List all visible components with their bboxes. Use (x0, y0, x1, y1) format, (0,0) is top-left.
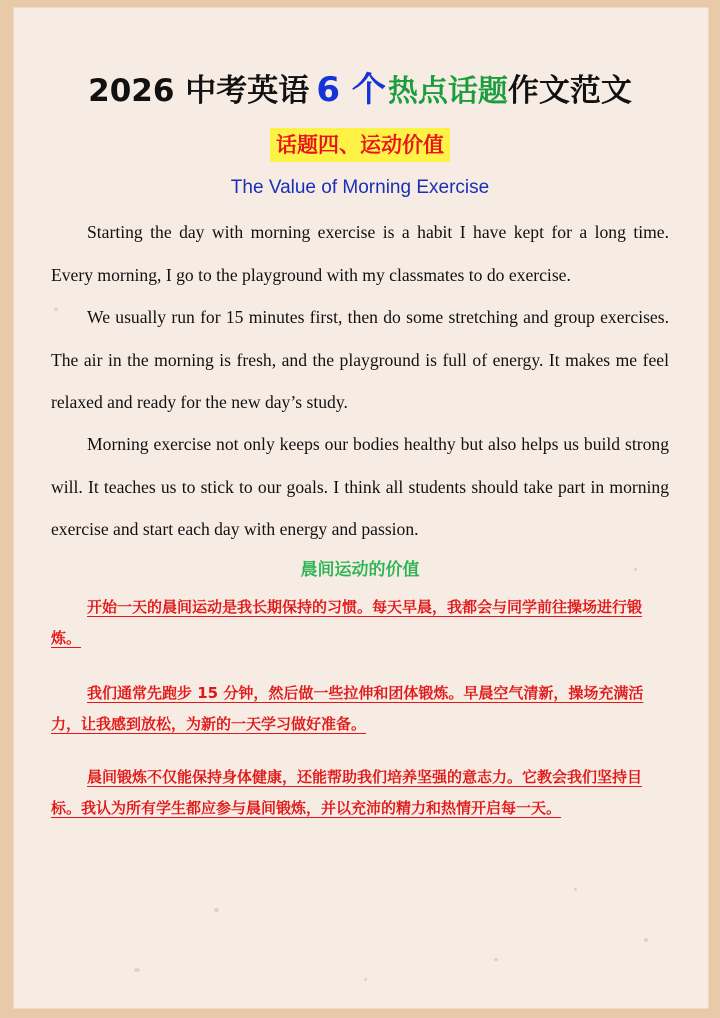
english-paragraph-3: Morning exercise not only keeps our bodies healthy but also helps us build strong will. It teaches us to stick to our goals. I think all students should take part in morning exercise and start each day with energy and passion. (51, 434, 669, 539)
english-paragraph-1: Starting the day with morning exercise is a habit I have kept for a long time. Every morning, I go to the playground with my classmates to do exercise. (51, 222, 669, 285)
paper-speck (364, 978, 367, 981)
title-sample-essays: 作文范文 (507, 73, 632, 109)
topic-heading (0, 128, 720, 162)
title-count: 6 个 (316, 70, 386, 110)
paper-speck (134, 968, 140, 972)
paper-speck (494, 958, 498, 961)
chinese-paragraph-3: 晨间锻炼不仅能保持身体健康，还能帮助我们培养坚强的意志力。它教会我们坚持目标。我认为所有学生都应参与晨间锻炼，并以充沛的精力和热情开启每一天。 (51, 768, 643, 817)
topic-label: 话题四、运动价值 (270, 128, 450, 162)
paper-speck (644, 938, 648, 942)
english-paragraph-2: We usually run for 15 minutes first, then do some stretching and group exercises. The air in the morning is fresh, and the playground is full of energy. It makes me feel relaxed and ready for the new day’s study. (51, 307, 669, 412)
chinese-essay-title: 晨间运动的价值 (300, 560, 420, 580)
paper-speck (214, 908, 219, 912)
english-essay-title: The Value of Morning Exercise (230, 177, 490, 198)
chinese-paragraph-1: 开始一天的晨间运动是我长期保持的习惯。每天早晨，我都会与同学前往操场进行锻炼。 (51, 598, 643, 647)
chinese-paragraph-2: 我们通常先跑步 15 分钟，然后做一些拉伸和团体锻炼。早晨空气清新，操场充满活力，让我感到放松，为新的一天学习做好准备。 (51, 684, 644, 733)
title-year-subject: 2026 中考英语 (88, 73, 310, 109)
page-title (0, 62, 720, 111)
paper-speck (574, 888, 577, 891)
title-hot-topics: 热点话题 (387, 74, 508, 109)
